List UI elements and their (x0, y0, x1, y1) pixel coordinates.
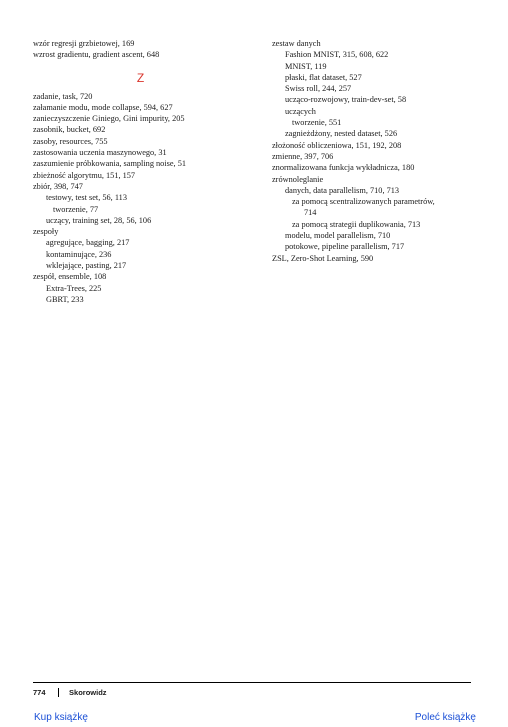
index-entry: płaski, flat dataset, 527 (285, 72, 362, 82)
left-top-entries (33, 38, 248, 61)
index-entry: agregujące, bagging, 217 (46, 238, 130, 248)
buy-book-link[interactable]: Kup książkę (34, 712, 88, 723)
index-entry: MNIST, 119 (285, 61, 327, 71)
index-entry: modelu, model parallelism, 710 (285, 231, 391, 241)
index-entry: wzór regresji grzbietowej, 169 (33, 39, 135, 48)
index-entry: zbieżność algorytmu, 151, 157 (33, 170, 136, 180)
index-entry: wzrost gradientu, gradient ascent, 648 (33, 50, 160, 60)
footer-separator (58, 688, 60, 697)
page-footer (33, 688, 107, 697)
index-entry: zrównoleglanie (272, 174, 324, 184)
index-entry: złożoność obliczeniowa, 151, 192, 208 (272, 140, 402, 150)
index-entry: potokowe, pipeline parallelism, 717 (285, 242, 405, 252)
page-number: 774 (33, 688, 46, 697)
index-entry: testowy, test set, 56, 113 (46, 193, 127, 203)
index-entry: zasoby, resources, 755 (33, 136, 108, 146)
index-entry: za pomocą scentralizowanych parametrów, (292, 197, 435, 207)
section-letter-heading: Z (136, 70, 145, 85)
index-entry: tworzenie, 551 (292, 118, 342, 128)
index-entry: uczących (285, 106, 316, 116)
index-entry: zaszumienie próbkowania, sampling noise, 51 (33, 159, 186, 169)
index-entry: zmienne, 397, 706 (272, 151, 334, 161)
index-entry: ZSL, Zero-Shot Learning, 590 (272, 253, 374, 263)
index-entry: zespół, ensemble, 108 (33, 272, 107, 282)
left-index-column (33, 38, 248, 305)
right-main-entries (272, 38, 484, 264)
index-entry: danych, data parallelism, 710, 713 (285, 185, 400, 195)
index-entry: zestaw danych (272, 39, 321, 48)
index-entry: załamanie modu, mode collapse, 594, 627 (33, 102, 173, 112)
index-entry: wklejające, pasting, 217 (46, 261, 127, 271)
index-entry: znormalizowana funkcja wykładnicza, 180 (272, 163, 415, 173)
right-index-column (272, 38, 484, 264)
footer-rule (33, 682, 471, 683)
index-entry: zagnieżdżony, nested dataset, 526 (285, 129, 398, 139)
index-entry: zespoły (33, 227, 59, 237)
index-entry: zadanie, task, 720 (33, 91, 93, 101)
index-entry: Fashion MNIST, 315, 608, 622 (285, 50, 389, 60)
index-entry: zbiór, 398, 747 (33, 181, 83, 191)
index-entry: kontaminujące, 236 (46, 249, 112, 259)
index-entry: tworzenie, 77 (53, 204, 99, 214)
index-entry: GBRT, 233 (46, 294, 84, 304)
footer-section-title: Skorowidz (69, 688, 107, 697)
index-entry: Extra-Trees, 225 (46, 283, 102, 293)
index-entry: za pomocą strategii duplikowania, 713 (292, 219, 421, 229)
index-entry: Swiss roll, 244, 257 (285, 84, 352, 94)
index-entry: 714 (304, 208, 317, 218)
index-entry: ucząco-rozwojowy, train-dev-set, 58 (285, 95, 407, 105)
index-entry: uczący, training set, 28, 56, 106 (46, 215, 152, 225)
index-entry: zastosowania uczenia maszynowego, 31 (33, 148, 167, 158)
index-entry: zasobnik, bucket, 692 (33, 125, 106, 135)
index-entry: zanieczyszczenie Giniego, Gini impurity, 205 (33, 114, 185, 124)
recommend-book-link[interactable]: Poleć książkę (414, 712, 476, 723)
left-main-entries (33, 91, 248, 306)
